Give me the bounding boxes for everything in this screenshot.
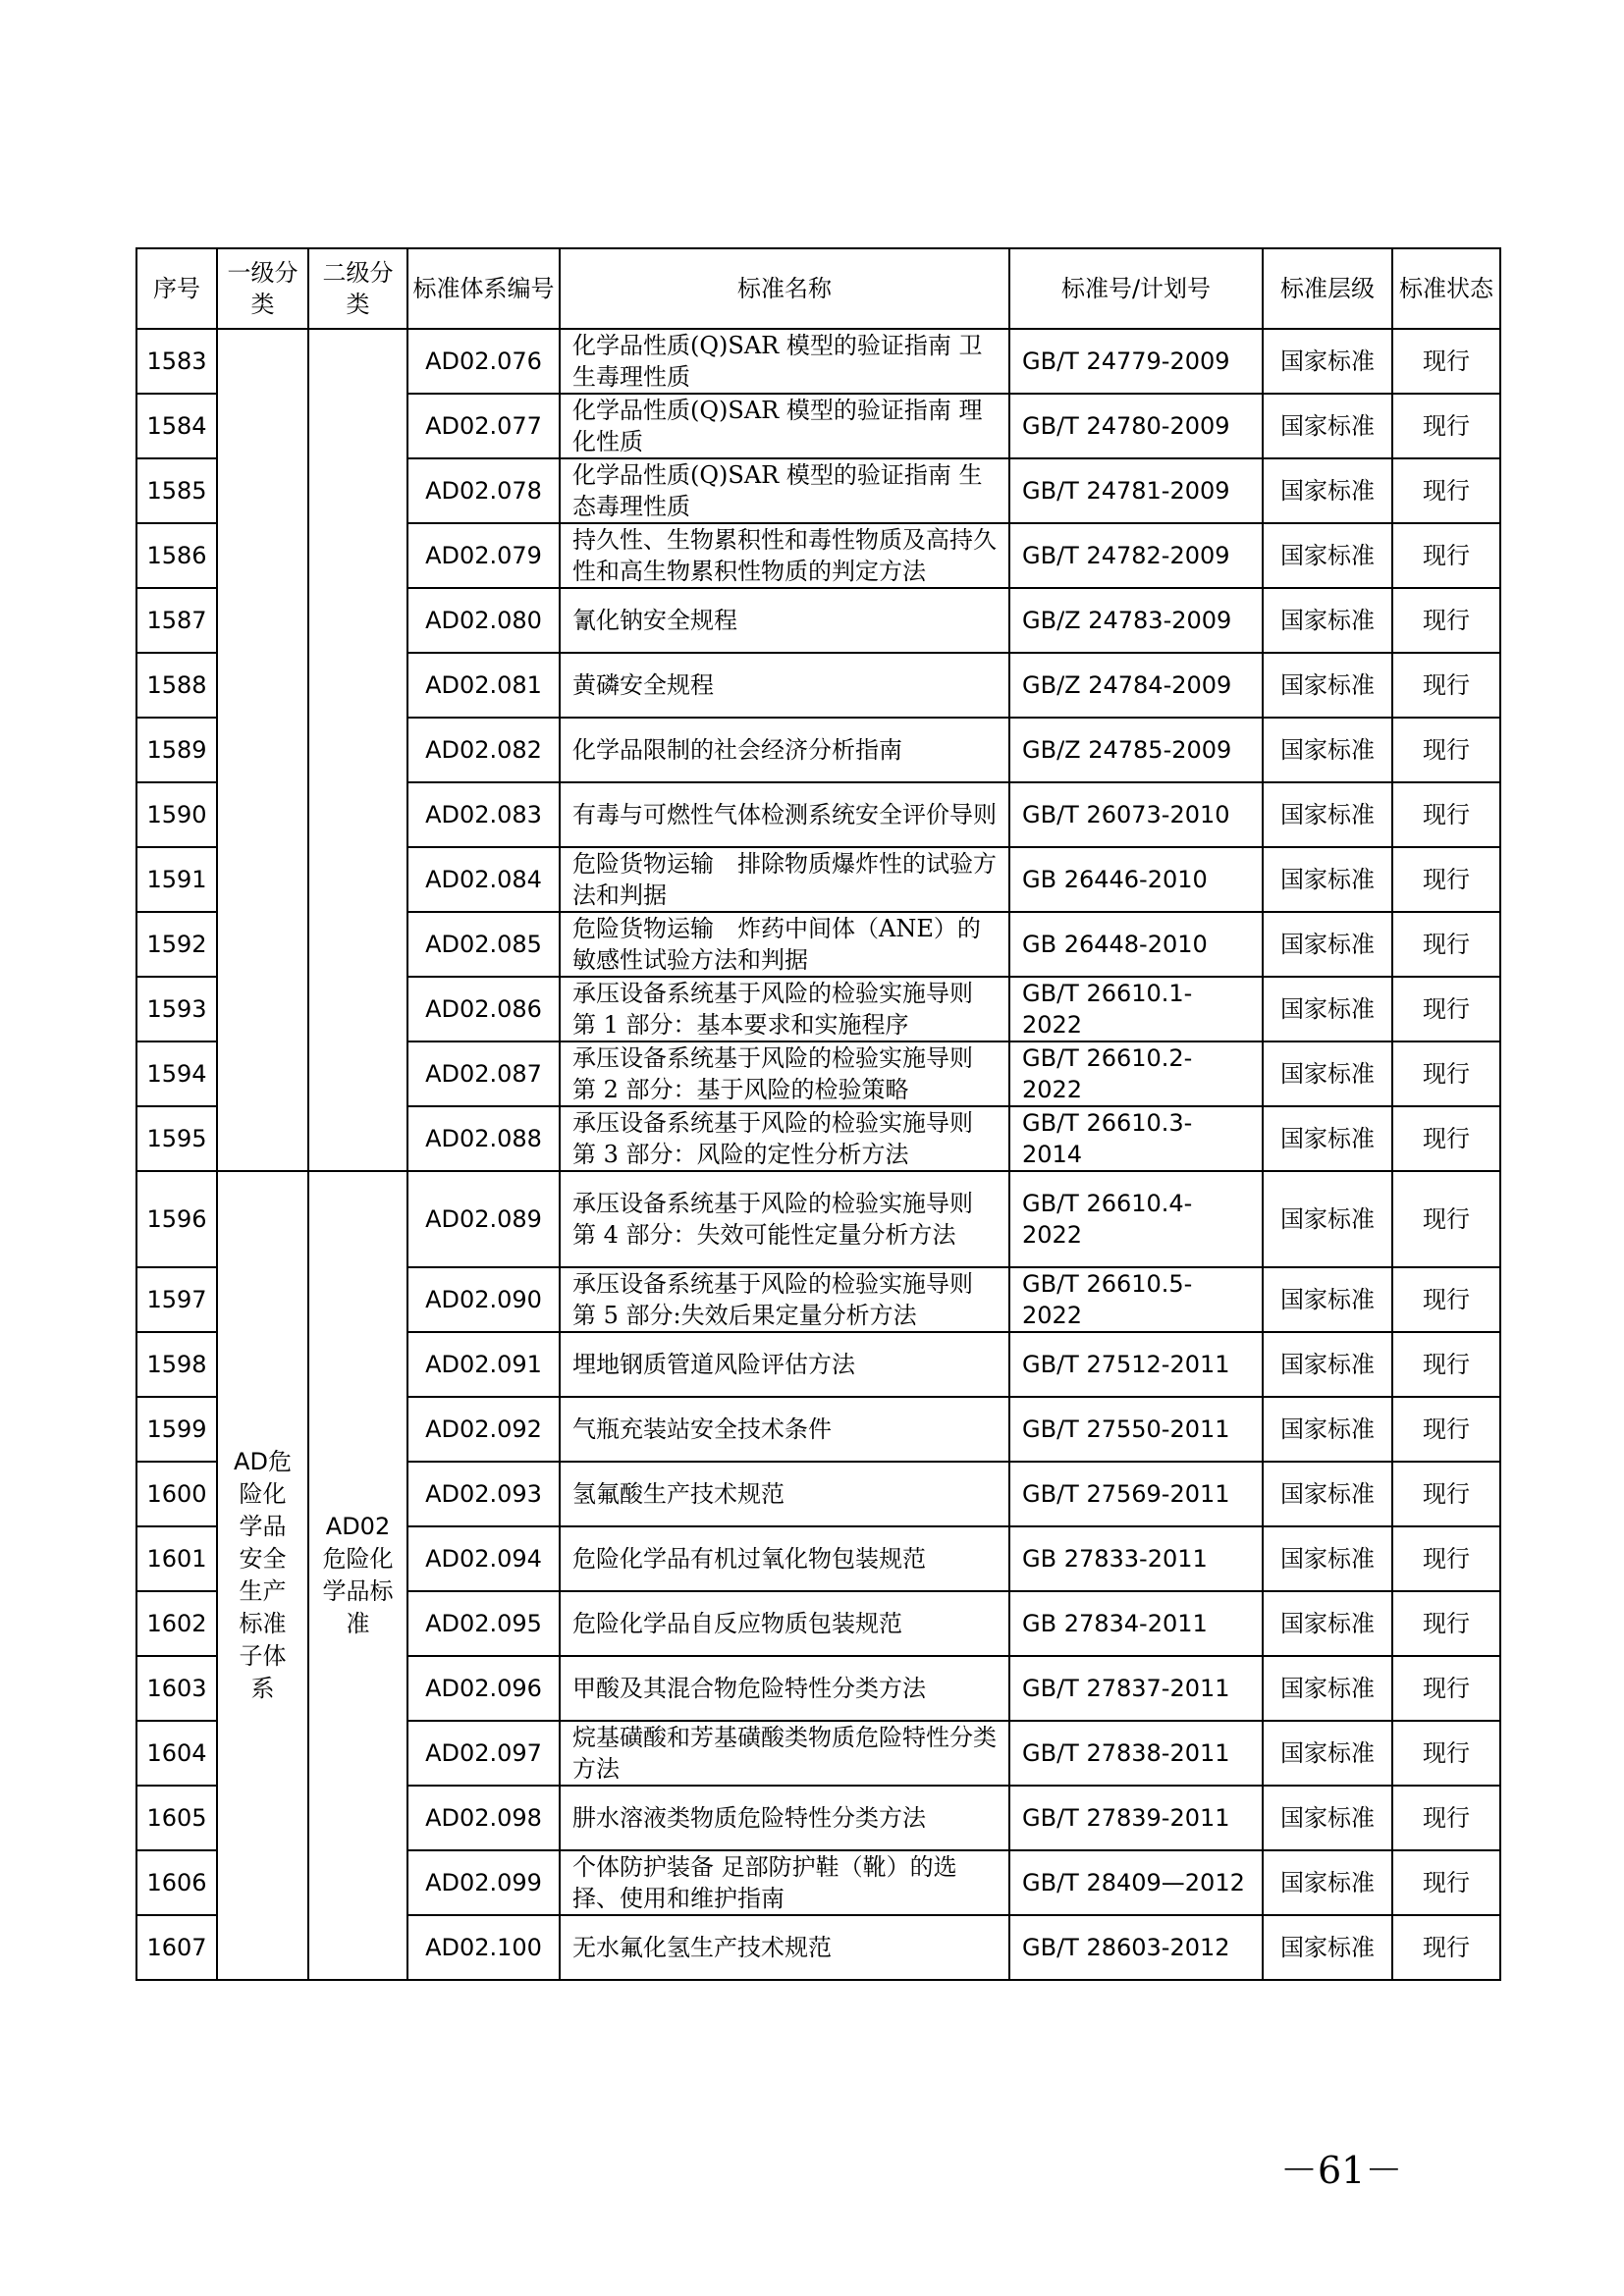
status-cell: 现行 (1392, 1171, 1500, 1267)
header-seq: 序号 (136, 248, 217, 329)
seq-cell: 1603 (136, 1656, 217, 1721)
status-cell: 现行 (1392, 394, 1500, 458)
seq-cell: 1597 (136, 1267, 217, 1332)
status-cell: 现行 (1392, 653, 1500, 718)
status-cell: 现行 (1392, 718, 1500, 782)
status-cell: 现行 (1392, 1526, 1500, 1591)
seq-cell: 1587 (136, 588, 217, 653)
level-cell: 国家标准 (1263, 718, 1392, 782)
seq-cell: 1595 (136, 1106, 217, 1171)
cat2-cell (308, 329, 407, 1171)
code-cell: AD02.086 (407, 977, 560, 1041)
name-cell: 危险化学品自反应物质包装规范 (560, 1591, 1009, 1656)
name-cell: 氰化钠安全规程 (560, 588, 1009, 653)
status-cell: 现行 (1392, 782, 1500, 847)
status-cell: 现行 (1392, 1850, 1500, 1915)
code-cell: AD02.079 (407, 523, 560, 588)
name-cell: 承压设备系统基于风险的检验实施导则 第 2 部分：基于风险的检验策略 (560, 1041, 1009, 1106)
level-cell: 国家标准 (1263, 1656, 1392, 1721)
std-no-cell: GB/T 24781-2009 (1009, 458, 1263, 523)
std-no-cell: GB/T 26073-2010 (1009, 782, 1263, 847)
code-cell: AD02.078 (407, 458, 560, 523)
code-cell: AD02.087 (407, 1041, 560, 1106)
status-cell: 现行 (1392, 1041, 1500, 1106)
level-cell: 国家标准 (1263, 1332, 1392, 1397)
seq-cell: 1589 (136, 718, 217, 782)
level-cell: 国家标准 (1263, 1171, 1392, 1267)
cat2-cell: AD02危险化学品标准 (308, 1171, 407, 1980)
name-cell: 承压设备系统基于风险的检验实施导则 第 5 部分:失效后果定量分析方法 (560, 1267, 1009, 1332)
code-cell: AD02.100 (407, 1915, 560, 1980)
status-cell: 现行 (1392, 847, 1500, 912)
header-cat2: 二级分类 (308, 248, 407, 329)
seq-cell: 1599 (136, 1397, 217, 1462)
seq-cell: 1604 (136, 1721, 217, 1786)
status-cell: 现行 (1392, 588, 1500, 653)
page-number: －61－ (1280, 2149, 1403, 2192)
name-cell: 化学品性质(Q)SAR 模型的验证指南 生态毒理性质 (560, 458, 1009, 523)
std-no-cell: GB/Z 24783-2009 (1009, 588, 1263, 653)
status-cell: 现行 (1392, 523, 1500, 588)
seq-cell: 1593 (136, 977, 217, 1041)
level-cell: 国家标准 (1263, 458, 1392, 523)
code-cell: AD02.096 (407, 1656, 560, 1721)
status-cell: 现行 (1392, 977, 1500, 1041)
seq-cell: 1601 (136, 1526, 217, 1591)
code-cell: AD02.076 (407, 329, 560, 394)
level-cell: 国家标准 (1263, 394, 1392, 458)
seq-cell: 1602 (136, 1591, 217, 1656)
header-code: 标准体系编号 (407, 248, 560, 329)
header-std-no: 标准号/计划号 (1009, 248, 1263, 329)
std-no-cell: GB 27834-2011 (1009, 1591, 1263, 1656)
name-cell: 甲酸及其混合物危险特性分类方法 (560, 1656, 1009, 1721)
level-cell: 国家标准 (1263, 588, 1392, 653)
header-name: 标准名称 (560, 248, 1009, 329)
status-cell: 现行 (1392, 1397, 1500, 1462)
std-no-cell: GB/T 26610.4-2022 (1009, 1171, 1263, 1267)
code-cell: AD02.082 (407, 718, 560, 782)
name-cell: 烷基磺酸和芳基磺酸类物质危险特性分类方法 (560, 1721, 1009, 1786)
std-no-cell: GB/T 24782-2009 (1009, 523, 1263, 588)
name-cell: 化学品限制的社会经济分析指南 (560, 718, 1009, 782)
std-no-cell: GB/T 27839-2011 (1009, 1786, 1263, 1850)
name-cell: 化学品性质(Q)SAR 模型的验证指南 卫生毒理性质 (560, 329, 1009, 394)
code-cell: AD02.084 (407, 847, 560, 912)
code-cell: AD02.098 (407, 1786, 560, 1850)
status-cell: 现行 (1392, 1656, 1500, 1721)
header-level: 标准层级 (1263, 248, 1392, 329)
name-cell: 危险化学品有机过氧化物包装规范 (560, 1526, 1009, 1591)
name-cell: 埋地钢质管道风险评估方法 (560, 1332, 1009, 1397)
name-cell: 有毒与可燃性气体检测系统安全评价导则 (560, 782, 1009, 847)
header-row (136, 248, 1500, 329)
level-cell: 国家标准 (1263, 1106, 1392, 1171)
level-cell: 国家标准 (1263, 1786, 1392, 1850)
level-cell: 国家标准 (1263, 782, 1392, 847)
std-no-cell: GB 26448-2010 (1009, 912, 1263, 977)
level-cell: 国家标准 (1263, 1462, 1392, 1526)
level-cell: 国家标准 (1263, 1850, 1392, 1915)
code-cell: AD02.081 (407, 653, 560, 718)
code-cell: AD02.088 (407, 1106, 560, 1171)
name-cell: 承压设备系统基于风险的检验实施导则 第 1 部分：基本要求和实施程序 (560, 977, 1009, 1041)
std-no-cell: GB/T 27512-2011 (1009, 1332, 1263, 1397)
status-cell: 现行 (1392, 1915, 1500, 1980)
level-cell: 国家标准 (1263, 1041, 1392, 1106)
name-cell: 危险货物运输 炸药中间体（ANE）的敏感性试验方法和判据 (560, 912, 1009, 977)
code-cell: AD02.095 (407, 1591, 560, 1656)
level-cell: 国家标准 (1263, 1721, 1392, 1786)
status-cell: 现行 (1392, 912, 1500, 977)
std-no-cell: GB/T 27838-2011 (1009, 1721, 1263, 1786)
table-row (136, 329, 1500, 394)
header-cat1: 一级分类 (217, 248, 308, 329)
cat1-cell: AD危险化学品安全生产标准子体系 (217, 1171, 308, 1980)
level-cell: 国家标准 (1263, 1267, 1392, 1332)
seq-cell: 1596 (136, 1171, 217, 1267)
level-cell: 国家标准 (1263, 977, 1392, 1041)
standards-table (135, 247, 1501, 1981)
seq-cell: 1598 (136, 1332, 217, 1397)
std-no-cell: GB 26446-2010 (1009, 847, 1263, 912)
std-no-cell: GB/T 28603-2012 (1009, 1915, 1263, 1980)
name-cell: 肼水溶液类物质危险特性分类方法 (560, 1786, 1009, 1850)
status-cell: 现行 (1392, 1106, 1500, 1171)
std-no-cell: GB/T 26610.3-2014 (1009, 1106, 1263, 1171)
std-no-cell: GB/T 24779-2009 (1009, 329, 1263, 394)
header-status: 标准状态 (1392, 248, 1500, 329)
status-cell: 现行 (1392, 1721, 1500, 1786)
name-cell: 承压设备系统基于风险的检验实施导则 第 3 部分：风险的定性分析方法 (560, 1106, 1009, 1171)
std-no-cell: GB/T 26610.5-2022 (1009, 1267, 1263, 1332)
status-cell: 现行 (1392, 1332, 1500, 1397)
std-no-cell: GB/T 24780-2009 (1009, 394, 1263, 458)
level-cell: 国家标准 (1263, 912, 1392, 977)
cat1-cell (217, 329, 308, 1171)
level-cell: 国家标准 (1263, 523, 1392, 588)
level-cell: 国家标准 (1263, 847, 1392, 912)
name-cell: 黄磷安全规程 (560, 653, 1009, 718)
level-cell: 国家标准 (1263, 653, 1392, 718)
code-cell: AD02.085 (407, 912, 560, 977)
table-row (136, 1171, 1500, 1267)
std-no-cell: GB/T 26610.1-2022 (1009, 977, 1263, 1041)
seq-cell: 1607 (136, 1915, 217, 1980)
name-cell: 持久性、生物累积性和毒性物质及高持久性和高生物累积性物质的判定方法 (560, 523, 1009, 588)
status-cell: 现行 (1392, 1267, 1500, 1332)
seq-cell: 1586 (136, 523, 217, 588)
code-cell: AD02.092 (407, 1397, 560, 1462)
seq-cell: 1585 (136, 458, 217, 523)
level-cell: 国家标准 (1263, 329, 1392, 394)
code-cell: AD02.083 (407, 782, 560, 847)
seq-cell: 1606 (136, 1850, 217, 1915)
name-cell: 氢氟酸生产技术规范 (560, 1462, 1009, 1526)
seq-cell: 1588 (136, 653, 217, 718)
seq-cell: 1592 (136, 912, 217, 977)
code-cell: AD02.094 (407, 1526, 560, 1591)
code-cell: AD02.089 (407, 1171, 560, 1267)
code-cell: AD02.080 (407, 588, 560, 653)
code-cell: AD02.099 (407, 1850, 560, 1915)
code-cell: AD02.091 (407, 1332, 560, 1397)
std-no-cell: GB/T 26610.2-2022 (1009, 1041, 1263, 1106)
std-no-cell: GB/T 27837-2011 (1009, 1656, 1263, 1721)
code-cell: AD02.093 (407, 1462, 560, 1526)
name-cell: 个体防护装备 足部防护鞋（靴）的选择、使用和维护指南 (560, 1850, 1009, 1915)
status-cell: 现行 (1392, 1786, 1500, 1850)
seq-cell: 1583 (136, 329, 217, 394)
seq-cell: 1591 (136, 847, 217, 912)
code-cell: AD02.090 (407, 1267, 560, 1332)
seq-cell: 1594 (136, 1041, 217, 1106)
name-cell: 危险货物运输 排除物质爆炸性的试验方法和判据 (560, 847, 1009, 912)
level-cell: 国家标准 (1263, 1526, 1392, 1591)
seq-cell: 1605 (136, 1786, 217, 1850)
status-cell: 现行 (1392, 1591, 1500, 1656)
status-cell: 现行 (1392, 329, 1500, 394)
code-cell: AD02.097 (407, 1721, 560, 1786)
level-cell: 国家标准 (1263, 1591, 1392, 1656)
std-no-cell: GB/T 27550-2011 (1009, 1397, 1263, 1462)
status-cell: 现行 (1392, 1462, 1500, 1526)
std-no-cell: GB/Z 24784-2009 (1009, 653, 1263, 718)
level-cell: 国家标准 (1263, 1397, 1392, 1462)
name-cell: 化学品性质(Q)SAR 模型的验证指南 理化性质 (560, 394, 1009, 458)
seq-cell: 1584 (136, 394, 217, 458)
seq-cell: 1590 (136, 782, 217, 847)
std-no-cell: GB/T 28409—2012 (1009, 1850, 1263, 1915)
level-cell: 国家标准 (1263, 1915, 1392, 1980)
std-no-cell: GB/T 27569-2011 (1009, 1462, 1263, 1526)
name-cell: 无水氟化氢生产技术规范 (560, 1915, 1009, 1980)
std-no-cell: GB 27833-2011 (1009, 1526, 1263, 1591)
name-cell: 气瓶充装站安全技术条件 (560, 1397, 1009, 1462)
status-cell: 现行 (1392, 458, 1500, 523)
seq-cell: 1600 (136, 1462, 217, 1526)
std-no-cell: GB/Z 24785-2009 (1009, 718, 1263, 782)
name-cell: 承压设备系统基于风险的检验实施导则 第 4 部分：失效可能性定量分析方法 (560, 1171, 1009, 1267)
code-cell: AD02.077 (407, 394, 560, 458)
